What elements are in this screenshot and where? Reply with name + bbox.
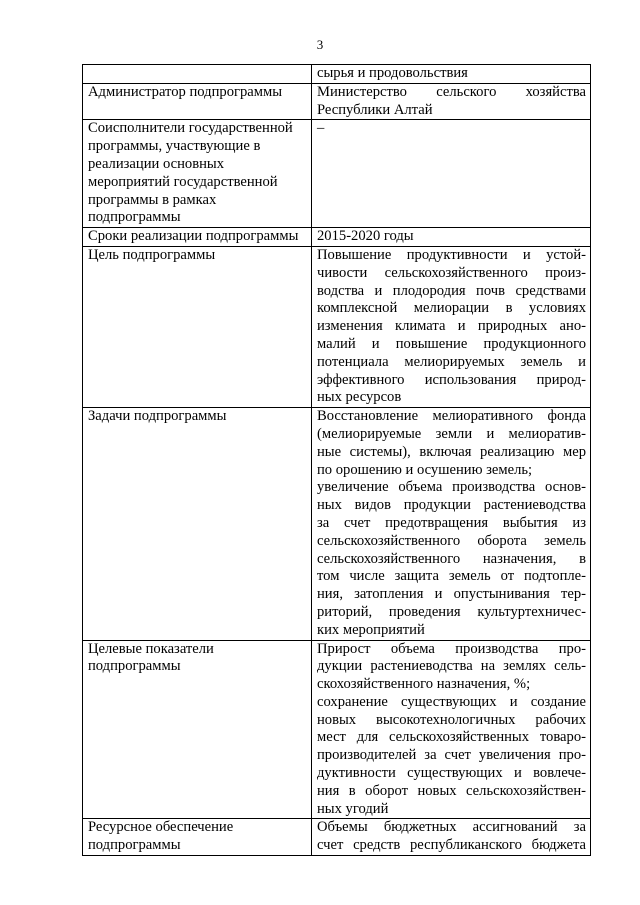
row-value bbox=[312, 246, 591, 407]
table-row-target-indicators bbox=[83, 640, 591, 819]
row-label bbox=[83, 83, 312, 120]
page-number: 3 bbox=[316, 37, 324, 52]
text-line: Повышение продуктивности и устой- bbox=[317, 246, 586, 263]
table-row-resource-support bbox=[83, 819, 591, 856]
text-line: Восстановление мелиоративного фонда bbox=[317, 408, 586, 425]
row-value bbox=[312, 83, 591, 120]
text-line: увеличение объема производства основ- bbox=[317, 479, 586, 496]
dash-placeholder: – bbox=[317, 120, 325, 137]
text-line: изменения климата и природных ано- bbox=[317, 318, 586, 335]
text-line: ния, затопления и опустынивания тер- bbox=[317, 586, 586, 603]
row-value bbox=[312, 120, 591, 228]
text-line: по орошению и осушению земель; bbox=[317, 461, 533, 478]
text-line: сельскохозяйственного назначения, в bbox=[317, 550, 586, 567]
text-line: водства и плодородия почв средствами bbox=[317, 282, 586, 299]
text-line: Целевые показатели bbox=[88, 640, 214, 657]
table-row-co-executors bbox=[83, 120, 591, 228]
table-row-timeline bbox=[83, 228, 591, 247]
text-line: Сроки реализации подпрограммы bbox=[88, 228, 299, 245]
text-line: Министерство сельского хозяйства bbox=[317, 83, 586, 100]
text-line: за счет предотвращения выбытия из bbox=[317, 514, 586, 531]
text-line: эффективного использования природ- bbox=[317, 371, 586, 388]
text-line: подпрограммы bbox=[88, 209, 181, 226]
text-line: мероприятий государственной bbox=[88, 173, 278, 190]
row-value bbox=[312, 65, 591, 84]
text-line: Прирост объема производства про- bbox=[317, 640, 586, 657]
text-line: сырья и продовольствия bbox=[317, 65, 468, 81]
text-line: ных угодий bbox=[317, 800, 389, 817]
text-line: дуктивности существующих и вовлече- bbox=[317, 765, 586, 782]
row-label bbox=[83, 65, 312, 84]
text-line: Соисполнители государственной bbox=[88, 120, 293, 137]
text-line: дукции растениеводства на землях сель- bbox=[317, 658, 586, 675]
text-line: программы в рамках bbox=[88, 191, 217, 208]
row-value bbox=[312, 408, 591, 640]
text-line: подпрограммы bbox=[88, 658, 181, 675]
text-line: малий и повышение продукционного bbox=[317, 335, 586, 352]
text-line: подпрограммы bbox=[88, 837, 181, 854]
text-line: том числе защита земель от подтопле- bbox=[317, 568, 586, 585]
text-line: программы, участвующие в bbox=[88, 138, 261, 155]
text-line: риторий, проведения культуртехничес- bbox=[317, 603, 586, 620]
row-label bbox=[83, 640, 312, 819]
text-line: ния в оборот новых сельскохозяйствен- bbox=[317, 782, 586, 799]
text-line: потенциала мелиорируемых земель и bbox=[317, 353, 586, 370]
text-line: комплексной мелиорации в условиях bbox=[317, 300, 586, 317]
text-line: ных ресурсов bbox=[317, 389, 402, 406]
text-line: ких мероприятий bbox=[317, 621, 425, 638]
text-line: сохранение существующих и создание bbox=[317, 693, 586, 710]
row-label bbox=[83, 228, 312, 247]
text-line: чивости сельскохозяйственного произ- bbox=[317, 264, 586, 281]
text-line: реализации основных bbox=[88, 155, 225, 172]
text-line: скохозяйственного назначения, %; bbox=[317, 676, 531, 693]
text-line: производителей за счет увеличения про- bbox=[317, 747, 586, 764]
row-value bbox=[312, 819, 591, 856]
text-line: (мелиорируемые земли и мелиоратив- bbox=[317, 425, 586, 442]
text-line: Задачи подпрограммы bbox=[88, 408, 227, 425]
text-line: Объемы бюджетных ассигнований за bbox=[317, 819, 586, 836]
text-line: Ресурсное обеспечение bbox=[88, 819, 234, 836]
row-value bbox=[312, 640, 591, 819]
text-line: мест для сельскохозяйственных товаро- bbox=[317, 729, 586, 746]
table-row-continuation bbox=[83, 65, 591, 84]
text-line: Цель подпрограммы bbox=[88, 246, 216, 263]
text-line: новых высокотехнологичных рабочих bbox=[317, 711, 586, 728]
subprogram-passport-table bbox=[82, 64, 591, 856]
text-line: 2015-2020 годы bbox=[317, 228, 414, 245]
row-label bbox=[83, 120, 312, 228]
text-line: счет средств республиканского бюджета bbox=[317, 837, 586, 854]
row-label bbox=[83, 246, 312, 407]
table-row-goal bbox=[83, 246, 591, 407]
row-label bbox=[83, 408, 312, 640]
text-line: ных видов продукции растениеводства bbox=[317, 497, 586, 514]
table-row-tasks bbox=[83, 408, 591, 640]
text-line: Администратор подпрограммы bbox=[88, 83, 283, 100]
text-line: ные системы), включая реализацию мер bbox=[317, 443, 586, 460]
text-line: Республики Алтай bbox=[317, 101, 433, 118]
row-value bbox=[312, 228, 591, 247]
row-label bbox=[83, 819, 312, 856]
table-row-administrator bbox=[83, 83, 591, 120]
text-line: сельскохозяйственного оборота земель bbox=[317, 532, 586, 549]
